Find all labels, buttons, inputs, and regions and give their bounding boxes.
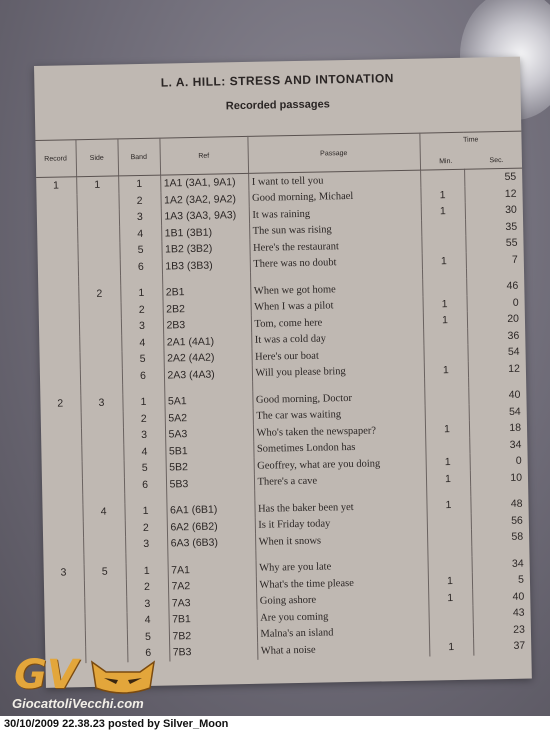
cell-record [45, 613, 85, 630]
cell-record [40, 369, 80, 386]
cell-band: 5 [127, 628, 169, 645]
cell-ref: 5B2 [166, 458, 254, 476]
cell-min: 1 [423, 312, 467, 329]
cell-ref: 7A1 [168, 560, 256, 578]
card-title: L. A. HILL: STRESS AND INTONATION [160, 71, 395, 90]
cell-min: 1 [426, 454, 470, 471]
cell-passage: Geoffrey, what are you doing [254, 455, 426, 475]
cell-min: 1 [429, 639, 473, 656]
cell-band: 2 [121, 301, 163, 318]
cell-passage: It was raining [249, 204, 421, 224]
cell-band: 3 [125, 536, 167, 553]
cell-sec: 34 [511, 557, 524, 570]
cell-record [42, 461, 82, 478]
cell-record [43, 521, 83, 538]
cell-sec: 48 [510, 497, 523, 511]
cell-min [422, 279, 466, 296]
header-sec: Sec. [489, 157, 504, 165]
cell-ref: 1B2 (3B2) [161, 240, 249, 258]
cell-passage: It was a cold day [251, 329, 423, 349]
cell-min [429, 622, 473, 639]
cell-side: 3 [80, 394, 122, 411]
cell-band: 6 [122, 367, 164, 384]
cell-ref: 1A1 (3A1, 9A1) [160, 173, 248, 192]
cell-band: 3 [123, 427, 165, 444]
cell-side [77, 242, 119, 259]
cell-sec: 10 [510, 471, 523, 484]
cell-side: 5 [84, 563, 126, 580]
cell-min [424, 388, 468, 405]
cell-ref: 7B1 [168, 610, 256, 628]
cell-sec: 30 [505, 204, 517, 217]
cell-min: 1 [425, 421, 469, 438]
cell-side [80, 368, 122, 385]
cell-passage: There was no doubt [250, 253, 422, 273]
cell-record [36, 194, 76, 211]
cell-passage: Why are you late [256, 557, 428, 577]
cell-ref: 6A2 (6B2) [167, 517, 255, 535]
passages-table [35, 131, 531, 664]
cell-passage: Tom, come here [251, 313, 423, 333]
cell-ref: 5B1 [165, 441, 253, 459]
cell-band: 2 [125, 519, 167, 536]
cell-record [42, 504, 82, 521]
cell-sec: 7 [511, 253, 518, 266]
header-side: Side [75, 139, 118, 177]
cell-passage: Going ashore [256, 590, 428, 610]
table-body [36, 168, 531, 663]
cell-min [423, 345, 467, 362]
cell-min: 1 [424, 361, 468, 378]
cell-record [38, 286, 78, 303]
cell-ref: 2A2 (4A2) [163, 349, 251, 367]
logo-gv: GV [14, 652, 78, 698]
cell-min: 1 [426, 497, 470, 514]
cell-ref: 7B3 [169, 643, 257, 661]
cell-band: 1 [118, 175, 160, 193]
cell-passage: Who's taken the newspaper? [253, 422, 425, 442]
cell-side [82, 460, 124, 477]
cell-record [39, 319, 79, 336]
cell-min [421, 236, 465, 253]
cell-sec: 18 [509, 421, 522, 435]
photo-caption: 30/10/2009 22.38.23 posted by Silver_Moon [0, 716, 550, 733]
cell-ref: 1B3 (3B3) [162, 256, 250, 274]
cell-record [39, 336, 79, 353]
cell-side [82, 477, 124, 494]
cell-sec: 0 [512, 296, 519, 309]
cell-min [428, 606, 472, 623]
cell-side: 2 [78, 285, 120, 302]
cell-ref: 7B2 [169, 626, 257, 644]
cell-band: 2 [123, 410, 165, 427]
cell-min: 1 [426, 470, 470, 487]
cell-record [44, 597, 84, 614]
cell-ref: 6A1 (6B1) [166, 501, 254, 519]
cell-record [42, 478, 82, 495]
header-time [419, 131, 522, 170]
cell-passage: Sometimes London has [253, 438, 425, 458]
cell-sec: 5 [517, 573, 525, 587]
card-subtitle: Recorded passages [225, 98, 330, 113]
cell-band: 5 [119, 242, 161, 259]
cell-sec: 12 [504, 187, 517, 200]
cell-passage: Good morning, Doctor [252, 389, 424, 409]
cell-sec: 35 [505, 220, 518, 233]
cell-passage: Are you coming [256, 607, 428, 627]
cell-min: 1 [422, 295, 466, 312]
cell-band: 6 [120, 258, 162, 275]
cell-ref: 2B3 [163, 316, 251, 334]
cell-band: 3 [126, 595, 168, 612]
watermark-logo [8, 652, 168, 712]
cell-sec: 58 [511, 530, 524, 544]
cell-side [79, 302, 121, 319]
cell-min [423, 328, 467, 345]
cell-passage: What's the time please [256, 574, 428, 594]
cell-passage: There's a cave [254, 471, 426, 491]
cell-ref: 5A1 [164, 392, 252, 410]
cell-min [425, 437, 469, 454]
cell-side [77, 209, 119, 226]
cell-sec: 34 [509, 438, 522, 451]
cell-band: 5 [121, 351, 163, 368]
cell-band: 6 [127, 645, 169, 662]
cell-ref: 2B2 [163, 299, 251, 317]
cell-ref: 5B3 [166, 474, 254, 492]
cell-passage: Will you please bring [252, 362, 424, 382]
cell-record: 1 [36, 177, 76, 195]
cell-side: 1 [76, 176, 118, 194]
cell-sec: 40 [512, 590, 525, 603]
cell-side [78, 259, 120, 276]
cell-band: 1 [122, 394, 164, 411]
cell-band: 4 [127, 612, 169, 629]
cat-mask-icon [88, 658, 158, 696]
cell-ref: 2A1 (4A1) [163, 332, 251, 350]
cell-min: 1 [428, 573, 472, 590]
cell-passage: Good morning, Michael [248, 187, 420, 207]
cell-sec: 55 [504, 171, 517, 184]
cell-record [45, 630, 85, 647]
header-band: Band [117, 138, 160, 176]
cell-min [425, 404, 469, 421]
cell-min: 1 [420, 186, 464, 203]
cell-ref: 6A3 (6B3) [167, 534, 255, 552]
cell-record [40, 352, 80, 369]
cell-min [427, 530, 471, 547]
cell-sec: 54 [508, 405, 521, 418]
cell-band: 2 [118, 192, 160, 209]
cell-ref: 2B1 [162, 283, 250, 301]
cell-min: 1 [421, 203, 465, 220]
cell-passage: Malna's an island [257, 623, 429, 643]
cell-side [79, 335, 121, 352]
cell-ref: 7A3 [168, 593, 256, 611]
cell-record [39, 303, 79, 320]
cell-side [85, 612, 127, 629]
header-record: Record [35, 140, 76, 178]
cell-sec: 23 [513, 623, 526, 636]
cell-band: 1 [124, 503, 166, 520]
cell-min [427, 513, 471, 530]
cell-record [38, 260, 78, 277]
cell-passage: Is it Friday today [255, 514, 427, 534]
cell-record: 3 [44, 564, 84, 581]
cell-sec: 55 [505, 237, 518, 250]
cell-record [41, 445, 81, 462]
cell-band: 6 [124, 476, 166, 493]
cell-min [427, 556, 471, 573]
cell-min: 1 [422, 252, 466, 269]
cell-sec: 56 [511, 514, 523, 527]
cell-sec: 43 [512, 606, 525, 620]
header-passage: Passage [247, 133, 420, 173]
cell-passage: Here's the restaurant [249, 237, 421, 257]
cell-ref: 1A3 (3A3, 9A3) [161, 207, 249, 225]
cell-band: 5 [124, 460, 166, 477]
cell-min [420, 169, 464, 187]
logo-site: GiocattoliVecchi.com [12, 696, 144, 711]
cell-passage: The sun was rising [249, 220, 421, 240]
cell-ref: 2A3 (4A3) [164, 365, 252, 383]
cell-passage: When I was a pilot [251, 296, 423, 316]
cell-ref: 7A2 [168, 577, 256, 595]
cell-side: 4 [82, 503, 124, 520]
cell-side [81, 444, 123, 461]
cell-side [79, 318, 121, 335]
cell-passage: When it snows [255, 531, 427, 551]
cell-side [81, 411, 123, 428]
cell-side [85, 629, 127, 646]
cell-passage: Here's our boat [251, 346, 423, 366]
cell-min [421, 219, 465, 236]
cell-sec: 12 [508, 362, 521, 375]
header-time-label: Time [463, 136, 479, 144]
cell-side [76, 193, 118, 210]
cell-ref: 5A2 [165, 408, 253, 426]
cell-ref: 1B1 (3B1) [161, 223, 249, 241]
cell-sec: 54 [507, 345, 520, 359]
cell-band: 4 [123, 443, 165, 460]
cell-record [37, 227, 77, 244]
cell-sec: 46 [506, 279, 519, 293]
cell-side [84, 579, 126, 596]
cell-side [80, 351, 122, 368]
cell-record [41, 428, 81, 445]
cell-side [84, 596, 126, 613]
cell-sec: 37 [513, 639, 526, 653]
cell-band: 2 [126, 579, 168, 596]
cell-ref: 1A2 (3A2, 9A2) [160, 190, 248, 208]
record-card [34, 57, 532, 688]
cell-band: 3 [121, 318, 163, 335]
cell-record [44, 580, 84, 597]
cell-record [43, 537, 83, 554]
header-ref: Ref [159, 136, 248, 175]
cell-band: 4 [121, 334, 163, 351]
cell-sec: 0 [515, 454, 522, 468]
cell-sec: 40 [508, 388, 521, 402]
cell-side [77, 226, 119, 243]
cell-side [83, 520, 125, 537]
cell-record [41, 412, 81, 429]
cell-passage: I want to tell you [248, 170, 420, 190]
header-min: Min. [439, 157, 453, 166]
cell-record [37, 210, 77, 227]
cell-band: 1 [120, 285, 162, 302]
cell-passage: The car was waiting [253, 405, 425, 425]
cell-record [37, 243, 77, 260]
cell-record: 2 [40, 395, 80, 412]
cell-band: 4 [119, 225, 161, 242]
cell-ref: 5A3 [165, 425, 253, 443]
cell-side [83, 536, 125, 553]
cell-band: 1 [126, 562, 168, 579]
cell-band: 3 [119, 209, 161, 226]
cell-sec: 36 [507, 329, 520, 342]
cell-passage: When we got home [250, 280, 422, 300]
cell-passage: Has the baker been yet [254, 498, 426, 518]
cell-sec: 20 [507, 312, 520, 326]
cell-side [81, 427, 123, 444]
cell-min: 1 [428, 589, 472, 606]
cell-passage: What a noise [257, 640, 429, 660]
